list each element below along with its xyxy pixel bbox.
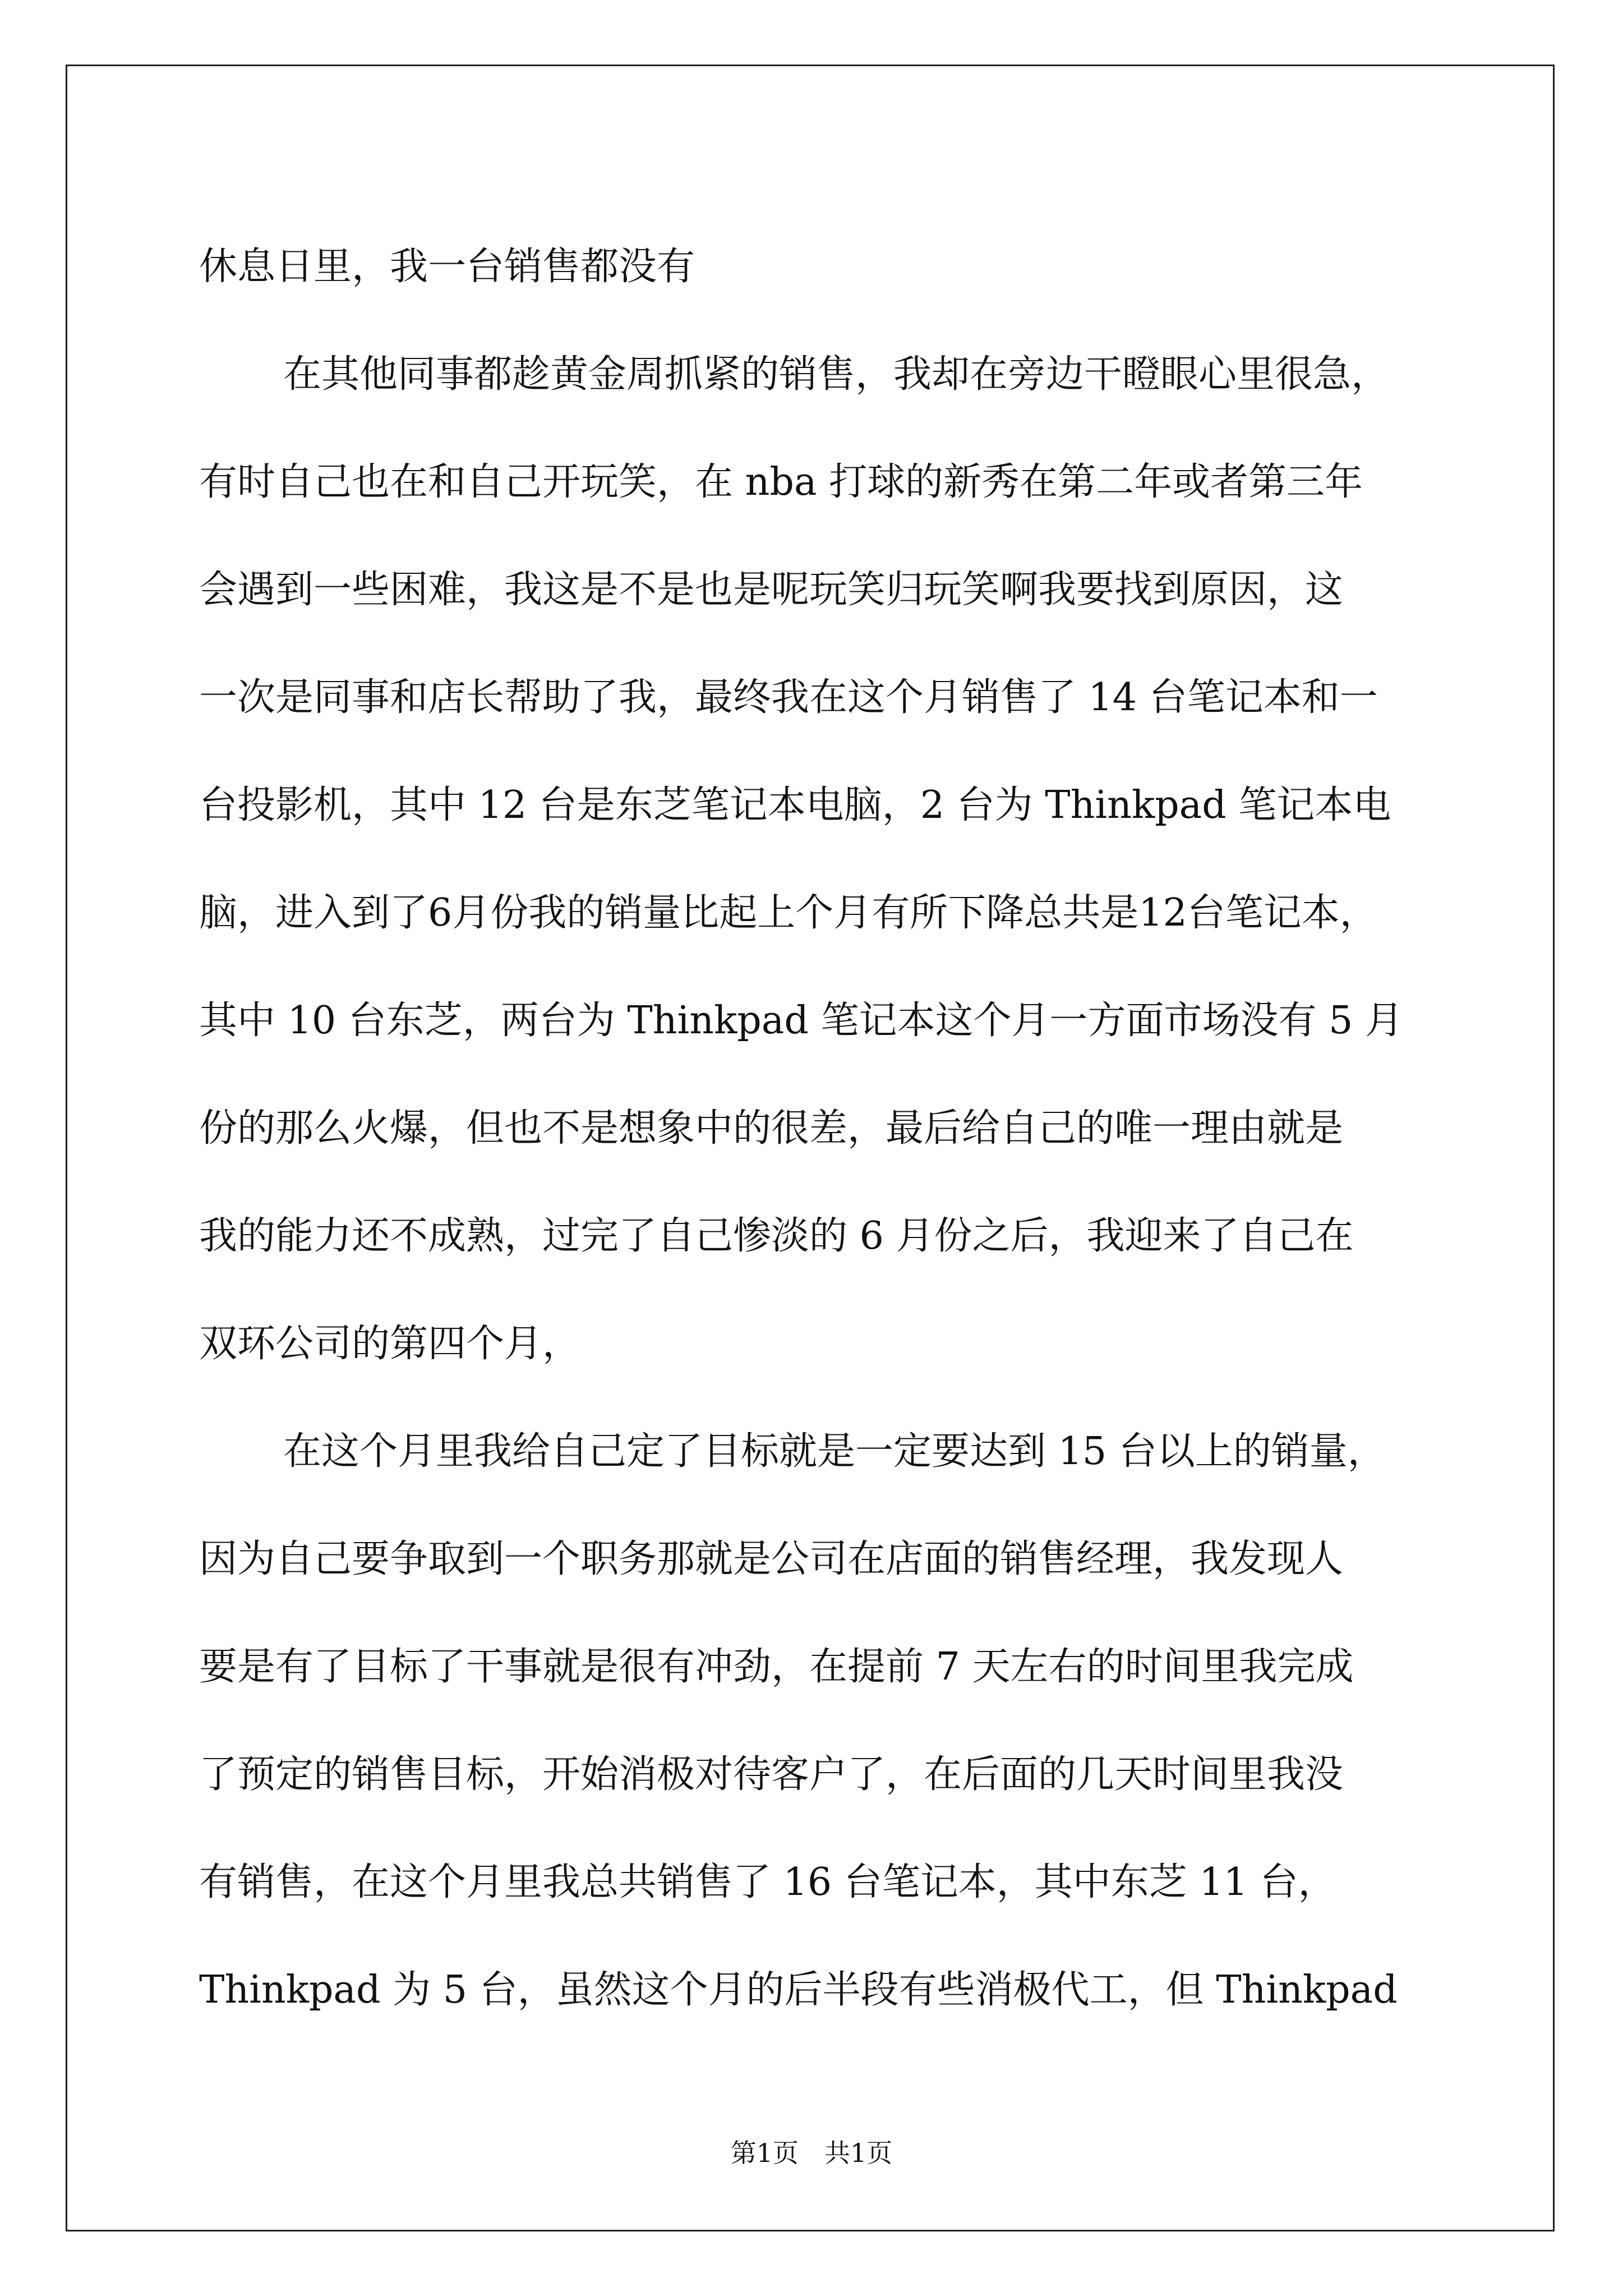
text-line-17: Thinkpad 为 5 台，虽然这个月的后半段有些消极代工，但 Thinkpad (199, 1968, 1398, 2012)
text-line-16: 有销售，在这个月里我总共销售了 16 台笔记本，其中东芝 11 台， (199, 1860, 1336, 1904)
text-line-15: 了预定的销售目标，开始消极对待客户了，在后面的几天时间里我没 (199, 1752, 1344, 1797)
text-line-9: 份的那么火爆，但也不是想象中的很差，最后给自己的唯一理由就是 (199, 1106, 1344, 1151)
text-line-5: 一次是同事和店长帮助了我，最终我在这个月销售了 14 台笔记本和一 (199, 675, 1378, 720)
page-number-current: 第1页 (730, 2138, 799, 2168)
text-line-2: 在其他同事都趁黄金周抓紧的销售，我却在旁边干瞪眼心里很急， (283, 352, 1390, 397)
page-number-total: 共1页 (824, 2138, 893, 2168)
text-line-13: 因为自己要争取到一个职务那就是公司在店面的销售经理，我发现人 (199, 1537, 1344, 1581)
text-line-3: 有时自己也在和自己开玩笑，在 nba 打球的新秀在第二年或者第三年 (199, 460, 1363, 504)
text-line-8: 其中 10 台东芝，两台为 Thinkpad 笔记本这个月一方面市场没有 5 月 (199, 999, 1403, 1043)
text-line-7: 脑，进入到了6月份我的销量比起上个月有所下降总共是12台笔记本， (199, 891, 1378, 935)
text-line-10: 我的能力还不成熟，过完了自己惨淡的 6 月份之后，我迎来了自己在 (199, 1214, 1354, 1258)
page-footer (0, 2136, 1623, 2170)
text-line-14: 要是有了目标了干事就是很有冲劲，在提前 7 天左右的时间里我完成 (199, 1645, 1354, 1689)
text-line-1: 休息日里，我一台销售都没有 (199, 245, 695, 289)
document-body (199, 213, 1455, 2044)
text-line-12: 在这个月里我给自己定了目标就是一定要达到 15 台以上的销量， (283, 1429, 1386, 1474)
text-line-11: 双环公司的第四个月， (199, 1322, 581, 1366)
text-line-6: 台投影机，其中 12 台是东芝笔记本电脑，2 台为 Thinkpad 笔记本电 (199, 783, 1391, 827)
text-line-4: 会遇到一些困难，我这是不是也是呢玩笑归玩笑啊我要找到原因，这 (199, 568, 1344, 612)
